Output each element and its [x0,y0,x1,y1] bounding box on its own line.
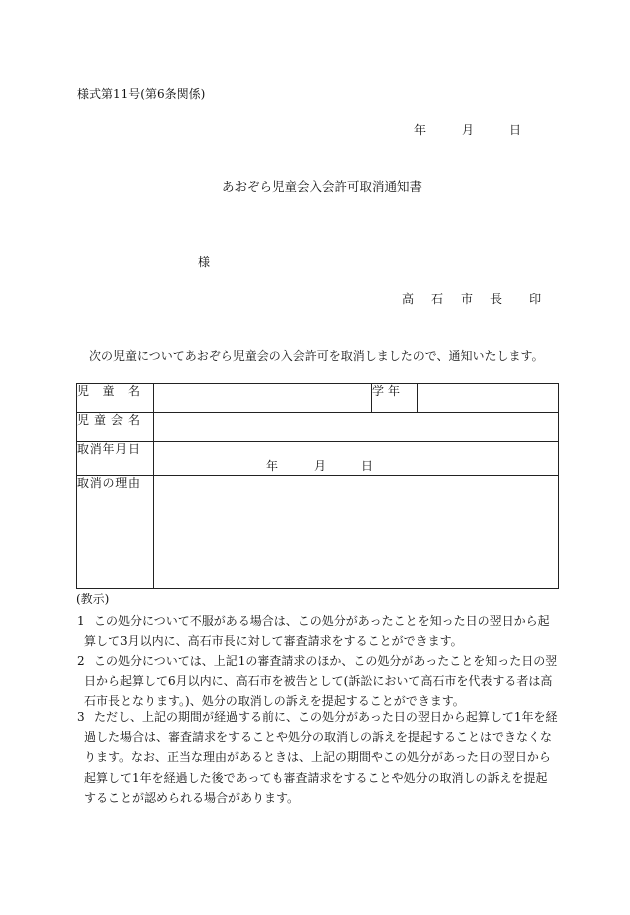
note-number: 1 [77,614,85,628]
cancel-date-row [77,442,559,476]
note-item [76,651,558,712]
club-name-label: 児 童 会 名 [77,413,154,442]
note-text: この処分について不服がある場合は、この処分があったことを知った日の翌日から起算して3月以内に、高石市長に対して審査請求をすることができます。 [84,614,550,649]
note-item [76,707,558,808]
sender-char: 長 [490,292,503,306]
reason-row [77,476,559,589]
cancel-month-unit: 月 [314,459,327,473]
seal-mark: 印 [529,292,542,306]
sender-char: 高 [402,292,415,306]
grade-label: 学 年 [372,384,418,413]
date-year-label: 年 [414,123,427,137]
note-text: この処分については、上記1の審査請求のほか、この処分があったことを知った日の翌日から起算して6月以内に、高石市を被告として(訴訟において高石市を代表する者は高石市長となります。)、処分の取消しの訴えを提起することができます。 [84,654,558,709]
form-number: 様式第11号(第6条関係) [77,87,206,101]
child-name-field[interactable] [154,384,372,413]
note-item [76,611,558,651]
child-name-label: 児 童 名 [77,384,154,413]
addressee-suffix: 様 [198,255,211,269]
note-number: 2 [77,654,85,668]
cancel-date-field[interactable] [154,442,559,476]
cancellation-table [76,383,559,589]
date-month-label: 月 [462,123,475,137]
note-number: 3 [77,710,85,724]
cancel-day-unit: 日 [361,459,374,473]
club-name-field[interactable] [154,413,559,442]
sender-char: 石 [431,292,444,306]
child-name-row [77,384,559,413]
cancel-year-unit: 年 [266,459,279,473]
sender-signature [402,293,541,305]
sender-char: 市 [461,292,474,306]
notes-heading: (教示) [76,592,110,606]
reason-label: 取 消 の 理 由 [77,476,154,589]
reason-field[interactable] [154,476,559,589]
cancel-date-label: 取 消 年 月 日 [77,442,154,476]
club-name-row [77,413,559,442]
document-title: あおぞら児童会入会許可取消通知書 [222,179,423,194]
note-text: ただし、上記の期間が経過する前に、この処分があった日の翌日から起算して1年を経過した場合は、審査請求をすることや処分の取消しの訴えを提起することはできなくなります。なお、正当な理由があるときは、上記の期間やこの処分があった日の翌日から起算して1年を経過した後であっても審査請求をすることや処分の取消しの訴えを提起することが認められる場合があります。 [84,710,558,805]
grade-field[interactable] [418,384,559,413]
date-day-label: 日 [509,123,522,137]
intro-text: 次の児童についてあおぞら児童会の入会許可を取消しましたので、通知いたします。 [89,349,544,363]
